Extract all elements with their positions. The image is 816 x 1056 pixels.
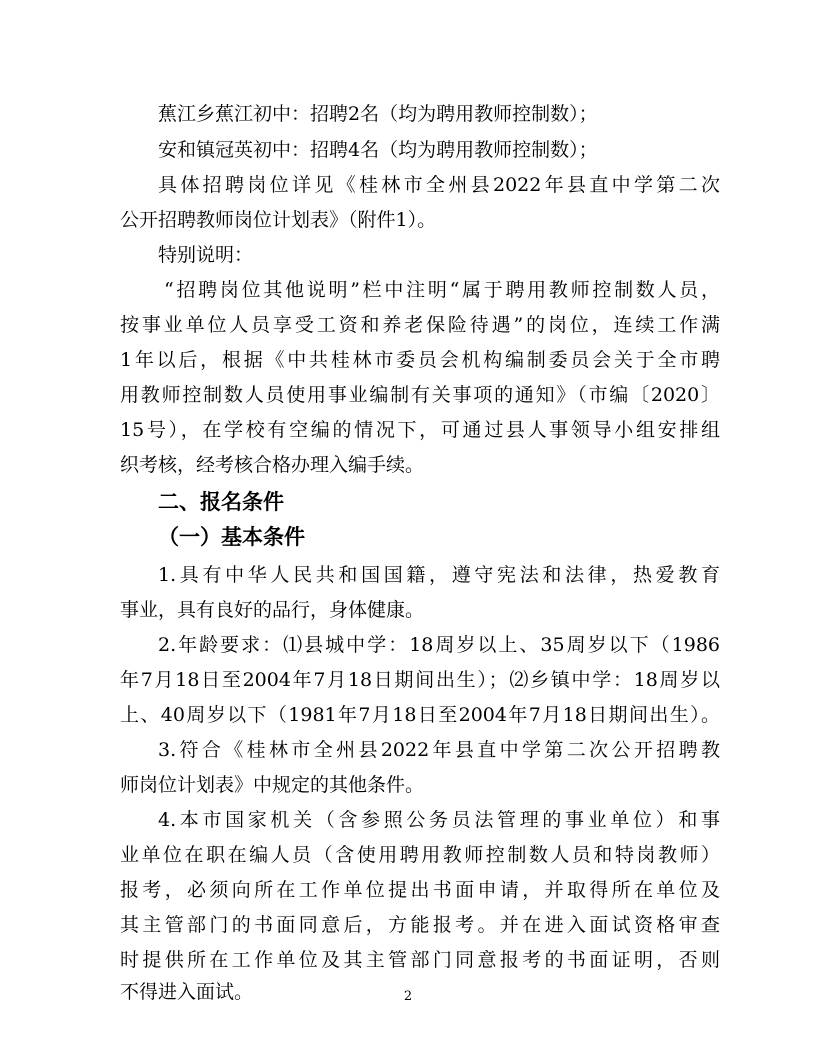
text-line: 事业，具有良好的品行，身体健康。 [120,599,425,621]
text-line: 按事业单位人员享受工资和养老保险待遇”的岗位，连续工作满 [120,314,720,336]
text-line: 报考，必须向所在工作单位提出书面申请，并取得所在单位及 [120,879,720,901]
text-line: 不得进入面试。 [120,981,254,1003]
text-line: 时提供所在工作单位及其主管部门同意报考的书面证明，否则 [120,949,720,971]
subsection-heading: （一）基本条件 [158,525,305,549]
text-line: 年7月18日至2004年7月18日期间出生）；⑵乡镇中学：18周岁以 [120,669,720,691]
text-line: 其主管部门的书面同意后，方能报考。并在进入面试资格审查 [120,914,720,936]
text-line: 1年以后，根据《中共桂林市委员会机构编制委员会关于全市聘 [120,349,720,371]
page-number: 2 [403,989,413,1004]
text-line: 3.符合《桂林市全州县2022年县直中学第二次公开招聘教 [158,739,720,761]
text-line: 蕉江乡蕉江初中：招聘2名（均为聘用教师控制数）； [158,103,598,125]
text-line: 公开招聘教师岗位计划表》（附件1）。 [120,209,437,231]
text-line: 2.年龄要求：⑴县城中学：18周岁以上、35周岁以下（1986 [158,634,720,656]
text-line: 具体招聘岗位详见《桂林市全州县2022年县直中学第二次 [158,174,720,196]
text-line: “招聘岗位其他说明”栏中注明“属于聘用教师控制数人员， [164,279,720,301]
text-line: 业单位在职在编人员（含使用聘用教师控制数人员和特岗教师） [120,844,720,866]
text-line: 4.本市国家机关（含参照公务员法管理的事业单位）和事 [158,809,720,831]
text-line: 上、40周岁以下（1981年7月18日至2004年7月18日期间出生）。 [120,704,720,726]
text-line: 织考核，经考核合格办理入编手续。 [120,454,425,476]
text-line: 1.具有中华人民共和国国籍，遵守宪法和法律，热爱教育 [158,564,720,586]
section-heading: 二、报名条件 [158,490,284,514]
text-line: 特别说明： [158,244,254,266]
text-line: 安和镇冠英初中：招聘4名（均为聘用教师控制数）； [158,139,598,161]
text-line: 师岗位计划表》中规定的其他条件。 [120,774,425,796]
text-line: 15号），在学校有空编的情况下，可通过县人事领导小组安排组 [120,419,720,441]
text-line: 用教师控制数人员使用事业编制有关事项的通知》（市编〔2020〕 [120,384,720,406]
